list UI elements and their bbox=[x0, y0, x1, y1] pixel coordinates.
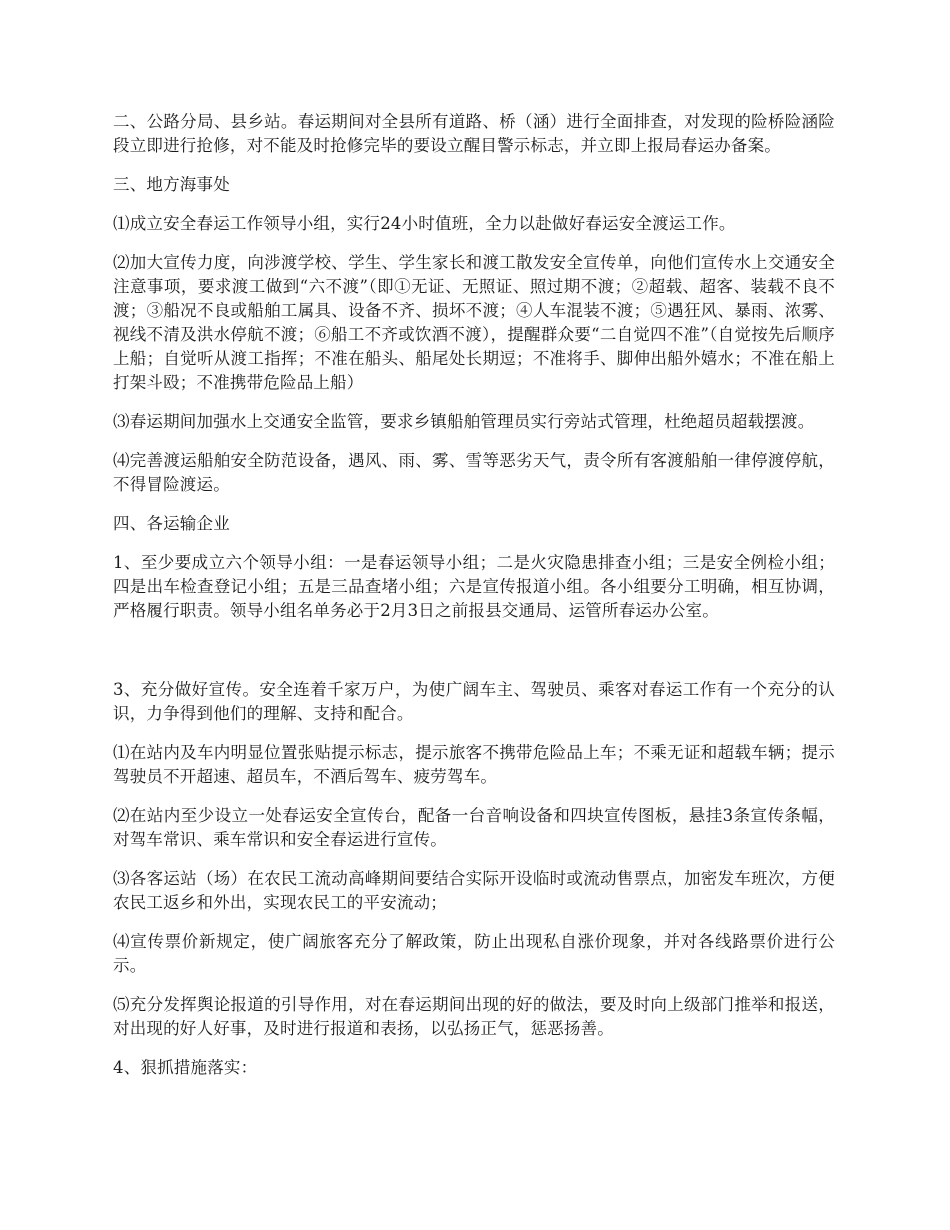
paragraph-publicity-3: ⑶各客运站（场）在农民工流动高峰期间要结合实际开设临时或流动售票点，加密发车班次，方便农民工返乡和外出，实现农民工的平安流动； bbox=[113, 869, 835, 912]
paragraph-enterprise-1: 1、至少要成立六个领导小组：一是春运领导小组；二是火灾隐患排查小组；三是安全例检小组；四是出车检查登记小组；五是三品查堵小组；六是宣传报道小组。各小组要分工明确，相互协调，严格履行职责。领导小组名单务必于2月3日之前报县交通局、运管所春运办公室。 bbox=[113, 553, 835, 620]
paragraph-enterprise-3: 3、充分做好宣传。安全连着千家万户，为使广阔车主、驾驶员、乘客对春运工作有一个充分的认识，力争得到他们的理解、支持和配合。 bbox=[113, 680, 835, 723]
heading-transport-enterprises: 四、各运输企业 bbox=[113, 514, 230, 533]
document-body bbox=[113, 110, 835, 1095]
paragraph-publicity-1: ⑴在站内及车内明显位置张贴提示标志，提示旅客不携带危险品上车；不乘无证和超载车辆；提示驾驶员不开超速、超员车，不酒后驾车、疲劳驾车。 bbox=[113, 743, 835, 786]
paragraph-maritime-3: ⑶春运期间加强水上交通安全监管，要求乡镇船舶管理员实行旁站式管理，杜绝超员超载摆渡。 bbox=[113, 412, 815, 431]
paragraph-publicity-4: ⑷宣传票价新规定，使广阔旅客充分了解政策，防止出现私自涨价现象，并对各线路票价进行公示。 bbox=[113, 932, 835, 975]
paragraph-maritime-4: ⑷完善渡运船舶安全防范设备，遇风、雨、雾、雪等恶劣天气，责令所有客渡船舶一律停渡停航，不得冒险渡运。 bbox=[113, 451, 835, 494]
paragraph-enterprise-4: 4、狠抓措施落实： bbox=[113, 1058, 258, 1077]
paragraph-highway-bureau: 二、公路分局、县乡站。春运期间对全县所有道路、桥（涵）进行全面排查，对发现的险桥险涵险段立即进行抢修，对不能及时抢修完毕的要设立醒目警示标志，并立即上报局春运办备案。 bbox=[113, 112, 835, 155]
paragraph-maritime-2: ⑵加大宣传力度，向涉渡学校、学生、学生家长和渡工散发安全宣传单，向他们宣传水上交通安全注意事项，要求渡工做到“六不渡”（即①无证、无照证、照过期不渡；②超载、超客、装载不良不渡；③船况不良或船舶工属具、设备不齐、损坏不渡；④人车混装不渡；⑤遇狂风、暴雨、浓雾、视线不清及洪水停航不渡；⑥船工不齐或饮酒不渡），提醒群众要“二自觉四不准”（自觉按先后顺序上船；自觉听从渡工指挥；不准在船头、船尾处长期逗；不准将手、脚伸出船外嬉水；不准在船上打架斗殴；不准携带危险品上船） bbox=[113, 253, 835, 392]
paragraph-publicity-5: ⑸充分发挥舆论报道的引导作用，对在春运期间出现的好的做法，要及时向上级部门推举和报送，对出现的好人好事，及时进行报道和表扬，以弘扬正气，惩恶扬善。 bbox=[113, 995, 835, 1038]
heading-maritime-office: 三、地方海事处 bbox=[113, 175, 230, 194]
paragraph-maritime-1: ⑴成立安全春运工作领导小组，实行24小时值班，全力以赴做好春运安全渡运工作。 bbox=[113, 214, 736, 233]
paragraph-publicity-2: ⑵在站内至少设立一处春运安全宣传台，配备一台音响设备和四块宣传图板，悬挂3条宣传条幅，对驾车常识、乘车常识和安全春运进行宣传。 bbox=[113, 806, 835, 849]
